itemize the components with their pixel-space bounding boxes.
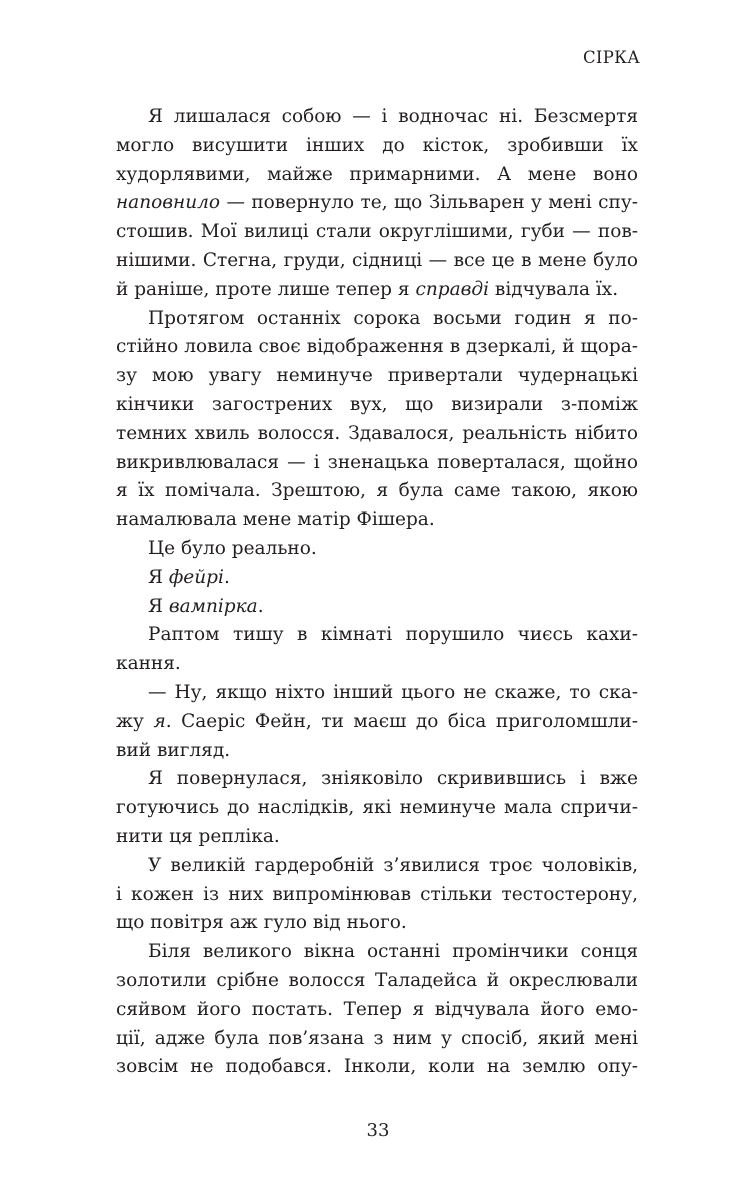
text-span: що повітря аж гуло від нього.: [116, 912, 407, 934]
text-span: могло висушити інших до кісток, зробивши їх: [116, 134, 638, 156]
body-text: [116, 103, 638, 1082]
text-line: [116, 218, 638, 247]
text-span: Я повернулася, зніяковіло скривившись і вже: [148, 768, 638, 790]
text-span: кання.: [116, 653, 181, 675]
text-span: нити ця репліка.: [116, 825, 280, 847]
text-span: .: [223, 566, 230, 588]
text-span: Я: [148, 566, 169, 588]
text-line: [116, 765, 638, 794]
italic-text: я: [153, 710, 166, 732]
text-span: .: [257, 595, 264, 617]
text-span: Раптом тишу в кімнаті порушило чиєсь кахи-: [148, 624, 638, 646]
text-line: [116, 420, 638, 449]
italic-text: наповнило: [116, 192, 221, 214]
running-head: СІРКА: [582, 48, 640, 67]
text-line: [116, 593, 638, 622]
text-span: стійно ловила своє відображення в дзеркалі, й щора-: [116, 336, 638, 358]
text-span: жу: [116, 710, 154, 732]
page-number: 33: [366, 1120, 390, 1141]
text-span: — повернуло те, що Зільварен у мені спу-: [220, 192, 638, 214]
text-line: [116, 103, 638, 132]
text-span: золотили срібне волосся Таладейса й окреслювали: [116, 969, 638, 991]
text-line: [116, 305, 638, 334]
text-line: [116, 1025, 638, 1054]
text-line: [116, 449, 638, 478]
text-line: [116, 967, 638, 996]
text-span: Я: [148, 595, 169, 617]
italic-text: справді: [415, 278, 490, 300]
text-line: [116, 189, 638, 218]
text-span: стошив. Мої вилиці стали округлішими, губи — пов-: [116, 221, 638, 243]
text-line: [116, 996, 638, 1025]
text-line: [116, 391, 638, 420]
text-span: зовсім не подобався. Інколи, коли на землю опу-: [116, 1056, 638, 1078]
text-span: нішими. Стегна, груди, сідниці — все це в мене було: [116, 249, 638, 271]
text-span: відчувала їх.: [489, 278, 619, 300]
text-line: [116, 276, 638, 305]
text-span: — Ну, якщо ніхто інший цього не скаже, то ска-: [148, 681, 638, 703]
text-line: [116, 564, 638, 593]
text-span: готуючись до наслідків, які неминуче мала спричи-: [116, 797, 638, 819]
text-line: [116, 737, 638, 766]
text-line: [116, 909, 638, 938]
text-line: [116, 362, 638, 391]
text-span: худорлявими, майже примарними. А мене воно: [116, 163, 638, 185]
text-span: Протягом останніх сорока восьми годин я по-: [148, 307, 638, 329]
text-span: Біля великого вікна останні промінчики сонця: [148, 941, 638, 963]
text-span: У великій гардеробній з’явилися троє чоловіків,: [148, 854, 638, 876]
text-span: вий вигляд.: [116, 739, 231, 761]
text-span: викривлювалася — і зненацька поверталася, щойно: [116, 451, 638, 473]
text-line: [116, 247, 638, 276]
text-span: . Саеріс Фейн, ти маєш до біса приголомшли-: [165, 710, 638, 732]
text-line: [116, 852, 638, 881]
text-span: Я лишалася собою — і водночас ні. Безсмертя: [148, 106, 638, 127]
text-line: [116, 506, 638, 535]
text-line: [116, 333, 638, 362]
text-line: [116, 621, 638, 650]
text-span: Це було реально.: [148, 537, 317, 559]
text-line: [116, 938, 638, 967]
italic-text: вампірка: [168, 595, 258, 617]
text-line: [116, 161, 638, 190]
text-line: [116, 823, 638, 852]
text-span: зу мою увагу неминуче привертали чудернацькі: [116, 365, 638, 387]
italic-text: фейрі: [168, 566, 224, 588]
text-line: [116, 881, 638, 910]
text-line: [116, 535, 638, 564]
text-span: я їх помічала. Зрештою, я була саме такою, якою: [116, 480, 638, 502]
text-span: намалювала мене матір Фішера.: [116, 509, 435, 531]
text-line: [116, 708, 638, 737]
text-span: темних хвиль волосся. Здавалося, реальність нібито: [116, 422, 638, 444]
text-line: [116, 794, 638, 823]
text-span: і кожен із них випромінював стільки тестостерону,: [116, 883, 638, 905]
text-line: [116, 132, 638, 161]
text-line: [116, 679, 638, 708]
text-span: сяйвом його постать. Тепер я відчувала його емо-: [116, 998, 638, 1020]
text-span: й раніше, проте лише тепер я: [116, 278, 416, 300]
text-line: [116, 477, 638, 506]
text-line: [116, 650, 638, 679]
text-span: кінчики загострених вух, що визирали з-поміж: [116, 393, 638, 415]
text-span: ції, адже була пов’язана з ним у спосіб, який мені: [116, 1027, 638, 1049]
text-line: [116, 1053, 638, 1082]
